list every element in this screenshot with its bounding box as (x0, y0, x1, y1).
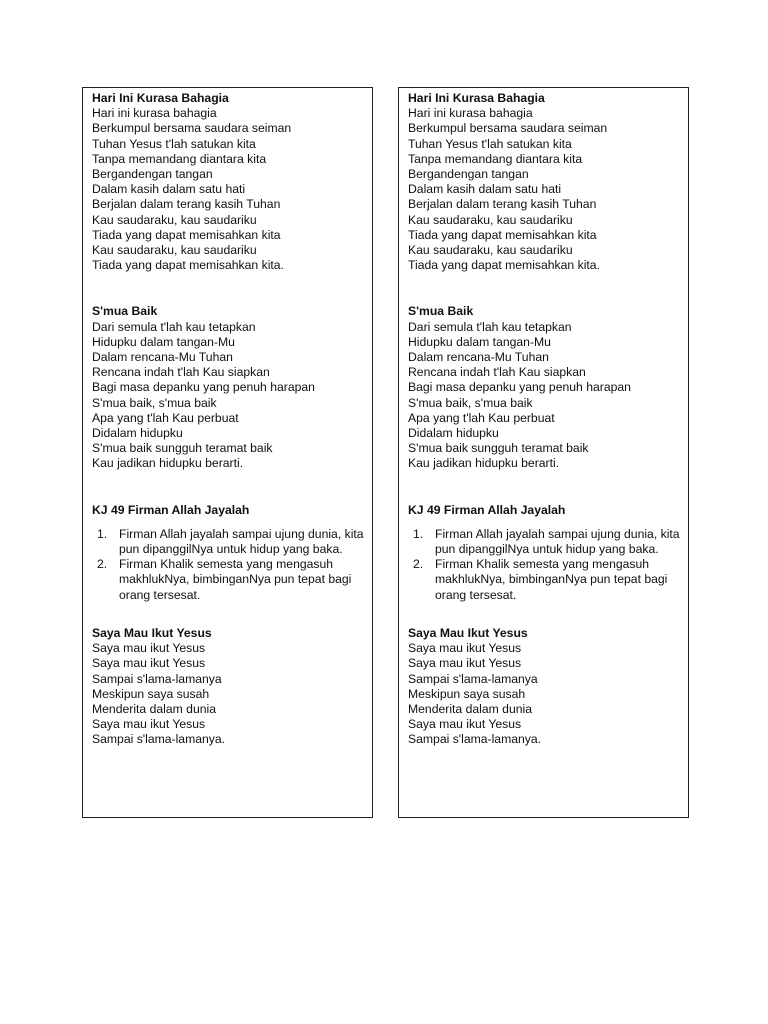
song-hari-ini-kurasa-bahagia (92, 91, 372, 273)
song-title: Saya Mau Ikut Yesus (408, 625, 528, 640)
lyric-line: Saya mau ikut Yesus (408, 717, 522, 732)
verse-item (92, 557, 372, 603)
lyric-line: Apa yang t'lah Kau perbuat (408, 410, 555, 425)
lyric-line: Hidupku dalam tangan-Mu (92, 334, 235, 349)
lyric-line: Didalam hidupku (92, 426, 183, 441)
lyric-line: Rencana indah t'lah Kau siapkan (408, 365, 586, 380)
song-lyrics (92, 641, 372, 747)
lyric-line: Dalam kasih dalam satu hati (92, 182, 246, 197)
song-title: KJ 49 Firman Allah Jayalah (92, 502, 250, 517)
song-saya-mau-ikut-yesus (92, 626, 372, 748)
verse-number: 1. (413, 526, 424, 541)
lyric-line: Apa yang t'lah Kau perbuat (92, 410, 239, 425)
lyric-line: Tiada yang dapat memisahkan kita (408, 227, 597, 242)
lyric-line: Rencana indah t'lah Kau siapkan (92, 365, 270, 380)
verse-item (92, 527, 372, 557)
song-title: KJ 49 Firman Allah Jayalah (408, 502, 566, 517)
lyric-line: Saya mau ikut Yesus (92, 656, 206, 671)
lyric-line: S'mua baik, s'mua baik (408, 395, 533, 410)
verse-text: Firman Khalik semesta yang mengasuh makhlukNya, bimbinganNya pun tepat bagi orang tersesat. (119, 557, 352, 602)
lyric-line: S'mua baik sungguh teramat baik (92, 441, 273, 456)
verse-number: 2. (413, 557, 424, 572)
song-kj-49 (92, 503, 372, 603)
verse-text: Firman Allah jayalah sampai ujung dunia, kita pun dipanggilNya untuk hidup yang baka. (119, 526, 364, 557)
lyric-line: Dalam rencana-Mu Tuhan (92, 350, 233, 365)
lyric-line: Saya mau ikut Yesus (408, 641, 522, 656)
lyric-line: S'mua baik sungguh teramat baik (408, 441, 589, 456)
song-lyrics (92, 106, 372, 273)
lyric-line: Kau jadikan hidupku berarti. (408, 456, 560, 471)
lyric-line: Tiada yang dapat memisahkan kita. (408, 258, 600, 273)
lyric-line: Meskipun saya susah (408, 686, 526, 701)
lyric-line: Kau saudaraku, kau saudariku (408, 243, 573, 258)
lyric-line: Tiada yang dapat memisahkan kita (92, 227, 281, 242)
song-title: Saya Mau Ikut Yesus (92, 625, 212, 640)
lyric-line: Hidupku dalam tangan-Mu (408, 334, 551, 349)
song-title: Hari Ini Kurasa Bahagia (92, 91, 229, 105)
song-kj-49 (408, 503, 688, 603)
song-saya-mau-ikut-yesus (408, 626, 688, 748)
lyric-line: Dari semula t'lah kau tetapkan (408, 319, 572, 334)
verse-text: Firman Allah jayalah sampai ujung dunia, kita pun dipanggilNya untuk hidup yang baka. (435, 526, 680, 557)
song-smua-baik (408, 304, 688, 471)
song-lyrics (408, 106, 688, 273)
lyric-line: Saya mau ikut Yesus (92, 717, 206, 732)
song-card-right (398, 87, 689, 818)
verse-item (408, 527, 688, 557)
lyric-line: Hari ini kurasa bahagia (408, 106, 533, 121)
lyric-line: Kau jadikan hidupku berarti. (92, 456, 244, 471)
lyric-line: Hari ini kurasa bahagia (92, 106, 217, 121)
lyric-line: Berkumpul bersama saudara seiman (92, 121, 292, 136)
song-card-left (82, 87, 373, 818)
numbered-verses (92, 527, 372, 603)
song-title: Hari Ini Kurasa Bahagia (408, 91, 545, 105)
lyric-line: Tanpa memandang diantara kita (408, 151, 583, 166)
numbered-verses (408, 527, 688, 603)
lyric-line: Tuhan Yesus t'lah satukan kita (408, 136, 572, 151)
lyric-line: Sampai s'lama-lamanya. (408, 732, 542, 747)
lyric-line: Saya mau ikut Yesus (92, 641, 206, 656)
lyric-line: Menderita dalam dunia (92, 701, 216, 716)
lyric-line: Meskipun saya susah (92, 686, 210, 701)
lyric-line: Tuhan Yesus t'lah satukan kita (92, 136, 256, 151)
lyric-line: Bagi masa depanku yang penuh harapan (408, 380, 631, 395)
verse-text: Firman Khalik semesta yang mengasuh makhlukNya, bimbinganNya pun tepat bagi orang tersesat. (435, 557, 668, 602)
lyric-line: Dalam rencana-Mu Tuhan (408, 350, 549, 365)
lyric-line: Kau saudaraku, kau saudariku (92, 212, 257, 227)
song-lyrics (408, 641, 688, 747)
lyric-line: Saya mau ikut Yesus (408, 656, 522, 671)
song-title: S'mua Baik (92, 304, 158, 319)
lyric-line: Berjalan dalam terang kasih Tuhan (408, 197, 597, 212)
lyric-line: Sampai s'lama-lamanya. (92, 732, 226, 747)
lyric-line: Tanpa memandang diantara kita (92, 151, 267, 166)
verse-item (408, 557, 688, 603)
lyric-line: Sampai s'lama-lamanya (92, 671, 222, 686)
lyric-line: Sampai s'lama-lamanya (408, 671, 538, 686)
lyric-line: Dalam kasih dalam satu hati (408, 182, 562, 197)
lyric-line: Bergandengan tangan (92, 167, 213, 182)
lyric-line: Kau saudaraku, kau saudariku (92, 243, 257, 258)
lyric-line: Berkumpul bersama saudara seiman (408, 121, 608, 136)
song-lyrics (92, 320, 372, 472)
verse-number: 2. (97, 557, 108, 572)
lyric-line: S'mua baik, s'mua baik (92, 395, 217, 410)
song-lyrics (408, 320, 688, 472)
lyric-line: Kau saudaraku, kau saudariku (408, 212, 573, 227)
song-title: S'mua Baik (408, 304, 474, 319)
lyric-line: Didalam hidupku (408, 426, 499, 441)
verse-number: 1. (97, 526, 108, 541)
lyric-line: Bergandengan tangan (408, 167, 529, 182)
lyric-line: Dari semula t'lah kau tetapkan (92, 319, 256, 334)
song-hari-ini-kurasa-bahagia (408, 91, 688, 273)
lyric-line: Tiada yang dapat memisahkan kita. (92, 258, 284, 273)
song-smua-baik (92, 304, 372, 471)
lyric-line: Bagi masa depanku yang penuh harapan (92, 380, 315, 395)
lyric-line: Menderita dalam dunia (408, 701, 532, 716)
lyric-line: Berjalan dalam terang kasih Tuhan (92, 197, 281, 212)
